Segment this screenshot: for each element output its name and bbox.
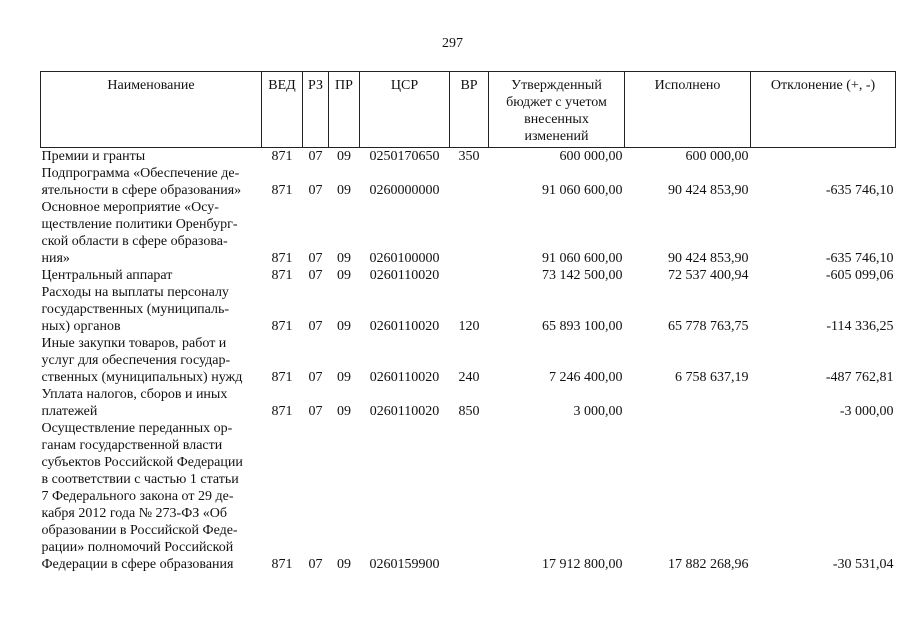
header-deviation: Отклонение (+, -) — [751, 72, 896, 148]
cell-rz: 07 — [308, 370, 323, 385]
cell-vr — [450, 165, 489, 199]
cell-name — [41, 148, 262, 166]
cell-executed — [625, 386, 751, 420]
name-line: Осуществление переданных ор- — [41, 421, 233, 436]
cell-pr: 09 — [337, 268, 351, 283]
cell-name — [41, 284, 262, 335]
cell-csr: 0260110020 — [369, 319, 440, 334]
cell-pr: 09 — [337, 183, 351, 198]
cell-rz: 07 — [308, 557, 323, 572]
page-number: 297 — [442, 36, 463, 51]
cell-pr: 09 — [337, 319, 351, 334]
cell-deviation: -3 000,00 — [839, 404, 894, 419]
cell-deviation — [751, 148, 896, 166]
cell-rz: 07 — [308, 404, 323, 419]
cell-executed: 6 758 637,19 — [675, 370, 749, 385]
cell-vr: 120 — [458, 319, 480, 334]
name-line: ганам государственной власти — [41, 438, 223, 453]
table-row — [41, 420, 896, 573]
name-line: в соответствии с частью 1 статьи — [41, 472, 239, 487]
cell-pr: 09 — [337, 251, 351, 266]
cell-csr: 0260110020 — [369, 370, 440, 385]
cell-executed: 17 882 268,96 — [668, 557, 749, 572]
cell-budget: 91 060 600,00 — [542, 183, 623, 198]
cell-ved: 871 — [271, 370, 293, 385]
name-line: ятельности в сфере образования» — [41, 183, 242, 198]
header-pr: ПР — [329, 72, 360, 148]
cell-csr: 0260110020 — [369, 268, 440, 283]
table-row — [41, 165, 896, 199]
cell-rz: 07 — [308, 319, 323, 334]
cell-executed: 90 424 853,90 — [668, 251, 749, 266]
name-line: 7 Федерального закона от 29 де- — [41, 489, 234, 504]
name-line: Расходы на выплаты персоналу — [41, 285, 229, 300]
cell-deviation: -635 746,10 — [825, 251, 894, 266]
header-executed: Исполнено — [625, 72, 751, 148]
name-line: ния» — [41, 251, 70, 266]
cell-budget: 7 246 400,00 — [549, 370, 623, 385]
cell-budget: 17 912 800,00 — [542, 557, 623, 572]
header-name: Наименование — [41, 72, 262, 148]
cell-pr: 09 — [337, 557, 351, 572]
table-row — [41, 267, 896, 284]
cell-ved: 871 — [271, 557, 293, 572]
header-ved: ВЕД — [262, 72, 303, 148]
cell-vr: 850 — [458, 404, 480, 419]
budget-table — [40, 71, 896, 573]
cell-csr: 0260000000 — [369, 183, 440, 198]
name-line: образовании в Российской Феде- — [41, 523, 238, 538]
name-line: Центральный аппарат — [41, 268, 173, 283]
table-row — [41, 386, 896, 420]
name-line: Основное мероприятие «Осу- — [41, 200, 219, 215]
cell-vr — [450, 267, 489, 284]
cell-csr: 0260159900 — [369, 557, 440, 572]
cell-ved: 871 — [271, 251, 293, 266]
cell-pr: 09 — [337, 149, 351, 164]
cell-deviation: -635 746,10 — [825, 183, 894, 198]
name-line: ных) органов — [41, 319, 121, 334]
cell-ved: 871 — [271, 319, 293, 334]
header-budget: Утвержденный бюджет с учетом внесенных изменений — [489, 72, 625, 148]
cell-budget: 65 893 100,00 — [542, 319, 623, 334]
cell-name — [41, 165, 262, 199]
cell-name — [41, 267, 262, 284]
name-line: Уплата налогов, сборов и иных — [41, 387, 228, 402]
name-line: ской области в сфере образова- — [41, 234, 228, 249]
cell-executed: 72 537 400,94 — [668, 268, 749, 283]
cell-budget: 3 000,00 — [573, 404, 623, 419]
table-row — [41, 335, 896, 386]
name-line: рации» полномочий Российской — [41, 540, 234, 555]
table-header-row — [41, 72, 896, 148]
cell-executed: 90 424 853,90 — [668, 183, 749, 198]
cell-csr: 0260110020 — [369, 404, 440, 419]
header-csr: ЦСР — [360, 72, 450, 148]
cell-csr: 0250170650 — [369, 149, 440, 164]
cell-executed: 600 000,00 — [685, 149, 749, 164]
cell-name — [41, 199, 262, 267]
name-line: кабря 2012 года № 273-ФЗ «Об — [41, 506, 228, 521]
cell-name — [41, 386, 262, 420]
header-rz: РЗ — [303, 72, 329, 148]
header-vr: ВР — [450, 72, 489, 148]
cell-ved: 871 — [271, 268, 293, 283]
cell-rz: 07 — [308, 149, 323, 164]
name-line: Федерации в сфере образования — [41, 557, 234, 572]
cell-rz: 07 — [308, 268, 323, 283]
cell-ved: 871 — [271, 149, 293, 164]
cell-ved: 871 — [271, 183, 293, 198]
name-line: ственных (муниципальных) нужд — [41, 370, 243, 385]
cell-vr: 350 — [458, 149, 480, 164]
cell-name — [41, 420, 262, 573]
cell-vr: 240 — [458, 370, 480, 385]
name-line: ществление политики Оренбург- — [41, 217, 238, 232]
cell-rz: 07 — [308, 183, 323, 198]
table-row — [41, 284, 896, 335]
cell-deviation: -30 531,04 — [832, 557, 894, 572]
name-line: субъектов Российской Федерации — [41, 455, 243, 470]
cell-budget: 600 000,00 — [559, 149, 623, 164]
cell-deviation: -487 762,81 — [825, 370, 894, 385]
cell-executed: 65 778 763,75 — [668, 319, 749, 334]
cell-deviation: -114 336,25 — [826, 319, 894, 334]
cell-rz: 07 — [308, 251, 323, 266]
name-line: услуг для обеспечения государ- — [41, 353, 231, 368]
cell-pr: 09 — [337, 404, 351, 419]
cell-ved: 871 — [271, 404, 293, 419]
cell-pr: 09 — [337, 370, 351, 385]
name-line: Иные закупки товаров, работ и — [41, 336, 227, 351]
cell-vr — [450, 420, 489, 573]
cell-budget: 73 142 500,00 — [542, 268, 623, 283]
cell-vr — [450, 199, 489, 267]
table-row — [41, 148, 896, 166]
cell-csr: 0260100000 — [369, 251, 440, 266]
table-body — [41, 148, 896, 574]
name-line: Премии и гранты — [41, 149, 146, 164]
cell-deviation: -605 099,06 — [825, 268, 894, 283]
name-line: платежей — [41, 404, 98, 419]
cell-budget: 91 060 600,00 — [542, 251, 623, 266]
name-line: государственных (муниципаль- — [41, 302, 230, 317]
table-row — [41, 199, 896, 267]
cell-name — [41, 335, 262, 386]
name-line: Подпрограмма «Обеспечение де- — [41, 166, 240, 181]
